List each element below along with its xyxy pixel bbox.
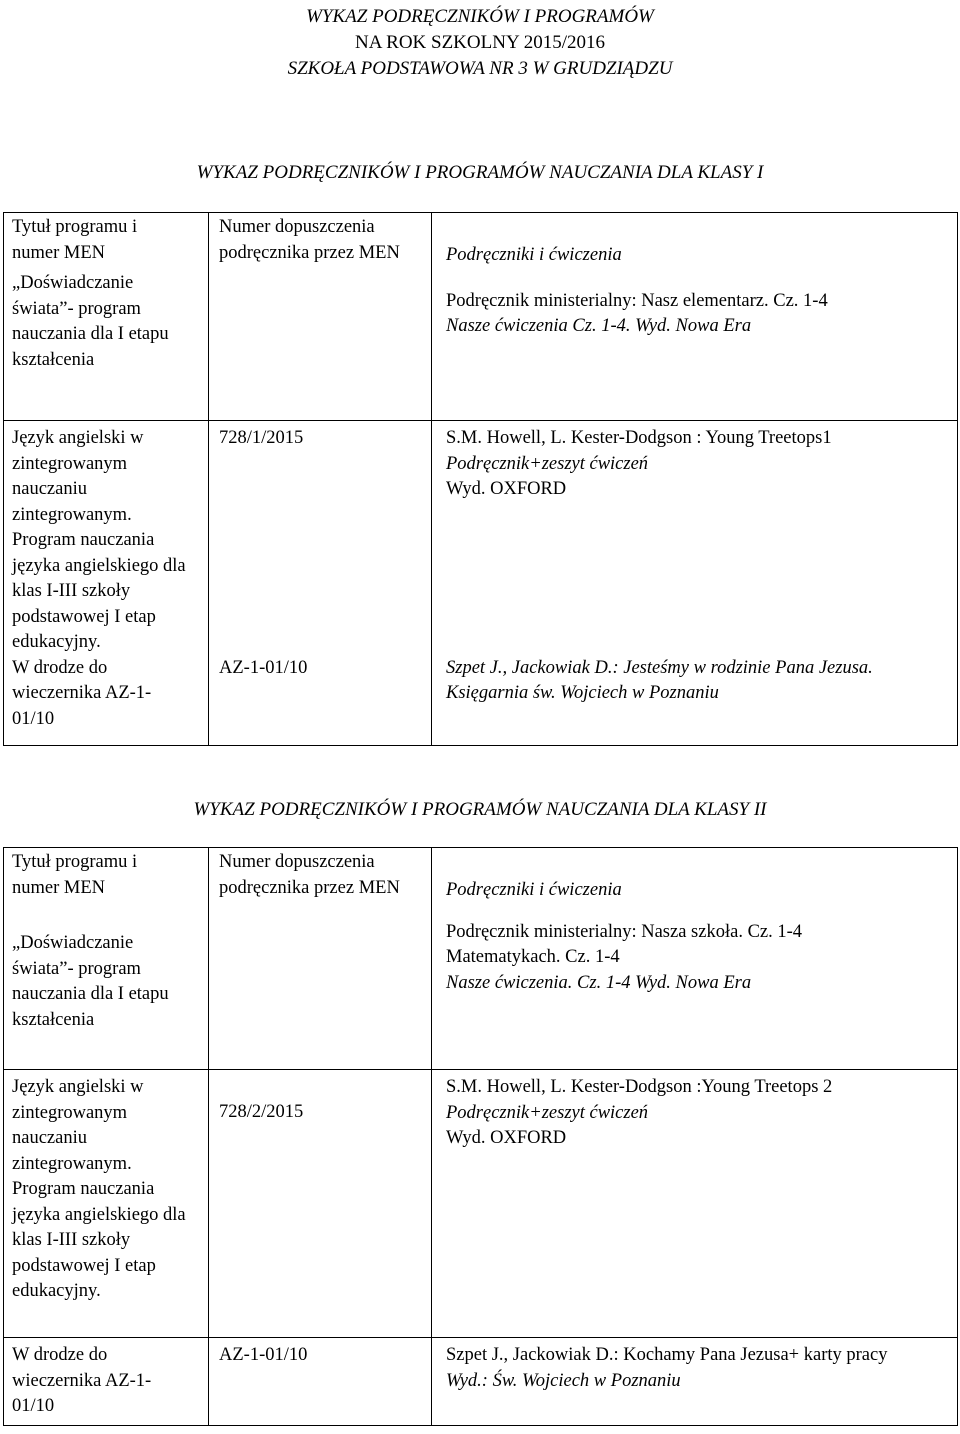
- program-name: „Doświadczanie świata”- program nauczania dla I etapu kształcenia: [12, 933, 169, 1030]
- books-line: Nasze ćwiczenia Cz. 1-4. Wyd. Nowa Era: [446, 316, 752, 336]
- col-books-header: Podręczniki i ćwiczenia: [446, 880, 622, 900]
- header-line-2: NA ROK SZKOLNY 2015/2016: [355, 32, 605, 53]
- books-line: Podręcznik ministerialny: Nasz elementarz. Cz. 1-4: [446, 290, 828, 311]
- class2-title: WYKAZ PODRĘCZNIKÓW I PROGRAMÓW NAUCZANIA DLA KLASY II: [193, 799, 767, 820]
- books-line: Podręcznik+zeszyt ćwiczeń: [446, 1102, 649, 1123]
- approval-number: 728/1/2015: [219, 428, 304, 448]
- col-books-header: Podręczniki i ćwiczenia: [446, 245, 622, 265]
- books-line: Księgarnia św. Wojciech w Poznaniu: [446, 683, 719, 703]
- col-number-header: Numer dopuszczenia podręcznika przez MEN: [219, 217, 400, 263]
- books-line: Matematykach. Cz. 1-4: [446, 947, 620, 967]
- table-row: [4, 1338, 958, 1426]
- program-name: „Doświadczanie świata”- program nauczania dla I etapu kształcenia: [12, 273, 169, 370]
- table-row: [4, 1070, 958, 1338]
- col-program-header: Tytuł programu i numer MEN: [12, 217, 138, 263]
- header-line-1: WYKAZ PODRĘCZNIKÓW I PROGRAMÓW: [306, 6, 654, 27]
- approval-number: AZ-1-01/10: [219, 1345, 308, 1365]
- books-line: Wyd. OXFORD: [446, 479, 567, 499]
- class1-table: [3, 212, 958, 746]
- header-line-3: SZKOŁA PODSTAWOWA NR 3 W GRUDZIĄDZU: [287, 58, 673, 79]
- approval-number: 728/2/2015: [219, 1102, 304, 1122]
- class2-table: [3, 847, 958, 1426]
- program-name: W drodze do wieczernika AZ-1-01/10: [12, 657, 152, 729]
- program-name: Język angielski w zintegrowanym nauczaniu zintegrowanym. Program nauczania języka angielskiego dla klas I-III szkoły podstawowej I etap edukacyjny.: [12, 1077, 186, 1301]
- col-number-header: Numer dopuszczenia podręcznika przez MEN: [219, 852, 400, 898]
- books-line: Szpet J., Jackowiak D.: Jesteśmy w rodzinie Pana Jezusa.: [446, 657, 873, 678]
- approval-number: AZ-1-01/10: [219, 657, 308, 678]
- books-line: Wyd.: Św. Wojciech w Poznaniu: [446, 1370, 681, 1391]
- books-line: Podręcznik+zeszyt ćwiczeń: [446, 453, 649, 474]
- class1-title: WYKAZ PODRĘCZNIKÓW I PROGRAMÓW NAUCZANIA DLA KLASY I: [196, 162, 764, 183]
- table-row: [4, 213, 958, 421]
- books-line: Nasze ćwiczenia. Cz. 1-4 Wyd. Nowa Era: [446, 972, 752, 993]
- books-line: Szpet J., Jackowiak D.: Kochamy Pana Jezusa+ karty pracy: [446, 1345, 888, 1365]
- table-row: [4, 421, 958, 746]
- books-line: S.M. Howell, L. Kester-Dodgson : Young Treetops1: [446, 428, 832, 448]
- document-header: [0, 4, 960, 82]
- col-program-header: Tytuł programu i numer MEN: [12, 852, 138, 898]
- table-row: [4, 848, 958, 1070]
- program-name: Język angielski w zintegrowanym nauczaniu zintegrowanym. Program nauczania języka angielskiego dla klas I-III szkoły podstawowej I etap edukacyjny.: [12, 428, 186, 652]
- program-name: W drodze do wieczernika AZ-1-01/10: [12, 1345, 152, 1416]
- books-line: S.M. Howell, L. Kester-Dodgson :Young Treetops 2: [446, 1077, 833, 1097]
- books-line: Wyd. OXFORD: [446, 1128, 567, 1148]
- books-line: Podręcznik ministerialny: Nasza szkoła. Cz. 1-4: [446, 921, 803, 942]
